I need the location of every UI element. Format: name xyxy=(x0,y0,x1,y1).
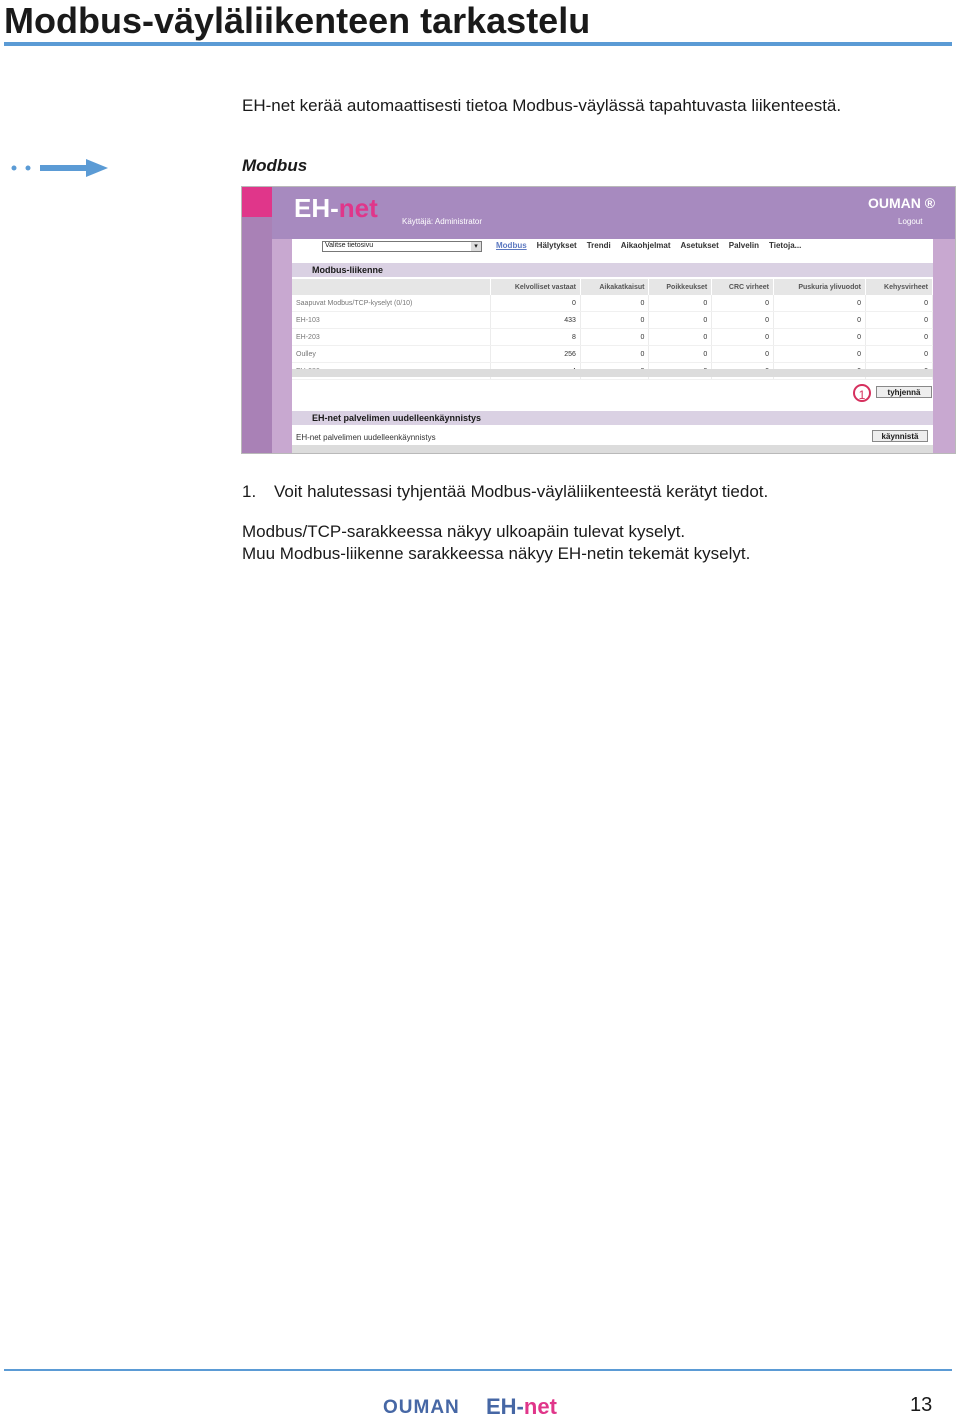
intro-text: EH-net kerää automaattisesti tietoa Modbus-väylässä tapahtuvasta liikenteestä. xyxy=(242,96,842,115)
section-restart: EH-net palvelimen uudelleenkäynnistys xyxy=(292,411,933,425)
menu-settings[interactable]: Asetukset xyxy=(680,241,719,250)
column-header xyxy=(292,279,491,295)
table-cell: 0 xyxy=(712,295,774,312)
column-header: Poikkeukset xyxy=(649,279,712,295)
page-number: 13 xyxy=(910,1394,933,1416)
chevron-down-icon: ▾ xyxy=(471,242,481,251)
menu-info[interactable]: Tietoja... xyxy=(769,241,802,250)
menu-alarms[interactable]: Hälytykset xyxy=(536,241,577,250)
table-cell: 0 xyxy=(580,295,649,312)
arrow-icon xyxy=(10,157,110,179)
menu-modbus[interactable]: Modbus xyxy=(496,241,527,250)
modbus-table xyxy=(292,279,933,380)
table-row xyxy=(292,312,933,329)
footer-ouman-logo: OUMAN xyxy=(383,1397,460,1418)
table-cell: 0 xyxy=(865,346,932,363)
footer-ehnet-logo: EH-net xyxy=(486,1394,557,1419)
table-cell: EH-103 xyxy=(292,312,491,329)
table-row xyxy=(292,346,933,363)
table-cell: 0 xyxy=(774,346,866,363)
table-header-row xyxy=(292,279,933,295)
footer-rule xyxy=(4,1369,952,1371)
table-cell: 0 xyxy=(712,312,774,329)
column-header: CRC virheet xyxy=(712,279,774,295)
note-text: Voit halutessasi tyhjentää Modbus-väyläliikenteestä kerätyt tiedot. xyxy=(274,482,769,501)
table-cell: 0 xyxy=(865,312,932,329)
ehnet-logo: EH-net xyxy=(294,193,378,223)
main-menu xyxy=(496,241,801,250)
table-cell: 433 xyxy=(491,312,581,329)
table-footer xyxy=(292,369,933,377)
table-cell: 0 xyxy=(865,329,932,346)
table-cell: 0 xyxy=(865,295,932,312)
table-cell: 0 xyxy=(491,295,581,312)
table-cell: Saapuvat Modbus/TCP-kyselyt (0/10) xyxy=(292,295,491,312)
table-cell: 0 xyxy=(774,312,866,329)
paragraph-line-2: Muu Modbus-liikenne sarakkeessa näkyy EH-netin tekemät kyselyt. xyxy=(242,544,751,563)
user-label: Käyttäjä: Administrator xyxy=(402,217,483,226)
table-cell: 0 xyxy=(580,346,649,363)
paragraph-line-1: Modbus/TCP-sarakkeessa näkyy ulkoapäin tulevat kyselyt. xyxy=(242,522,686,541)
table-cell: 0 xyxy=(712,346,774,363)
page-title: Modbus-väyläliikenteen tarkastelu xyxy=(4,0,591,41)
table-row xyxy=(292,295,933,312)
table-cell: 0 xyxy=(649,295,712,312)
table-row xyxy=(292,329,933,346)
table-cell: EH-203 xyxy=(292,329,491,346)
table-cell: 8 xyxy=(491,329,581,346)
table-cell: 0 xyxy=(649,346,712,363)
left-strip xyxy=(242,187,272,453)
content-area xyxy=(292,239,933,453)
menu-trend[interactable]: Trendi xyxy=(586,241,611,250)
section-modbus-traffic: Modbus-liikenne xyxy=(292,263,933,277)
note-1 xyxy=(242,482,768,502)
title-rule xyxy=(4,42,952,46)
note-number: 1. xyxy=(242,482,257,501)
page-select[interactable]: Valitse tietosivu ▾ xyxy=(322,241,482,252)
table-cell: 0 xyxy=(580,329,649,346)
column-header: Aikakatkaisut xyxy=(580,279,649,295)
menu-schedules[interactable]: Aikaohjelmat xyxy=(620,241,671,250)
table-cell: 0 xyxy=(712,329,774,346)
ehnet-screenshot xyxy=(241,186,956,454)
column-header: Kehysvirheet xyxy=(865,279,932,295)
table-cell: 256 xyxy=(491,346,581,363)
ouman-logo: OUMAN ® xyxy=(868,195,936,211)
menu-server[interactable]: Palvelin xyxy=(728,241,760,250)
callout-marker: 1 xyxy=(853,384,871,402)
table-cell: 0 xyxy=(649,329,712,346)
table-cell: 0 xyxy=(580,312,649,329)
table-cell: Oulley xyxy=(292,346,491,363)
nav-bar xyxy=(292,239,933,255)
left-pink-block xyxy=(242,187,272,217)
clear-button[interactable]: tyhjennä xyxy=(876,386,932,398)
start-button[interactable]: käynnistä xyxy=(872,430,928,442)
column-header: Kelvolliset vastaat xyxy=(491,279,581,295)
logout-link[interactable]: Logout xyxy=(898,217,923,226)
figure-caption: Modbus xyxy=(242,156,308,175)
restart-label: EH-net palvelimen uudelleenkäynnistys xyxy=(296,433,436,442)
table-cell: 0 xyxy=(774,295,866,312)
table-cell: 0 xyxy=(774,329,866,346)
content-footer xyxy=(292,445,933,453)
table-cell: 0 xyxy=(649,312,712,329)
column-header: Puskuria ylivuodot xyxy=(774,279,866,295)
